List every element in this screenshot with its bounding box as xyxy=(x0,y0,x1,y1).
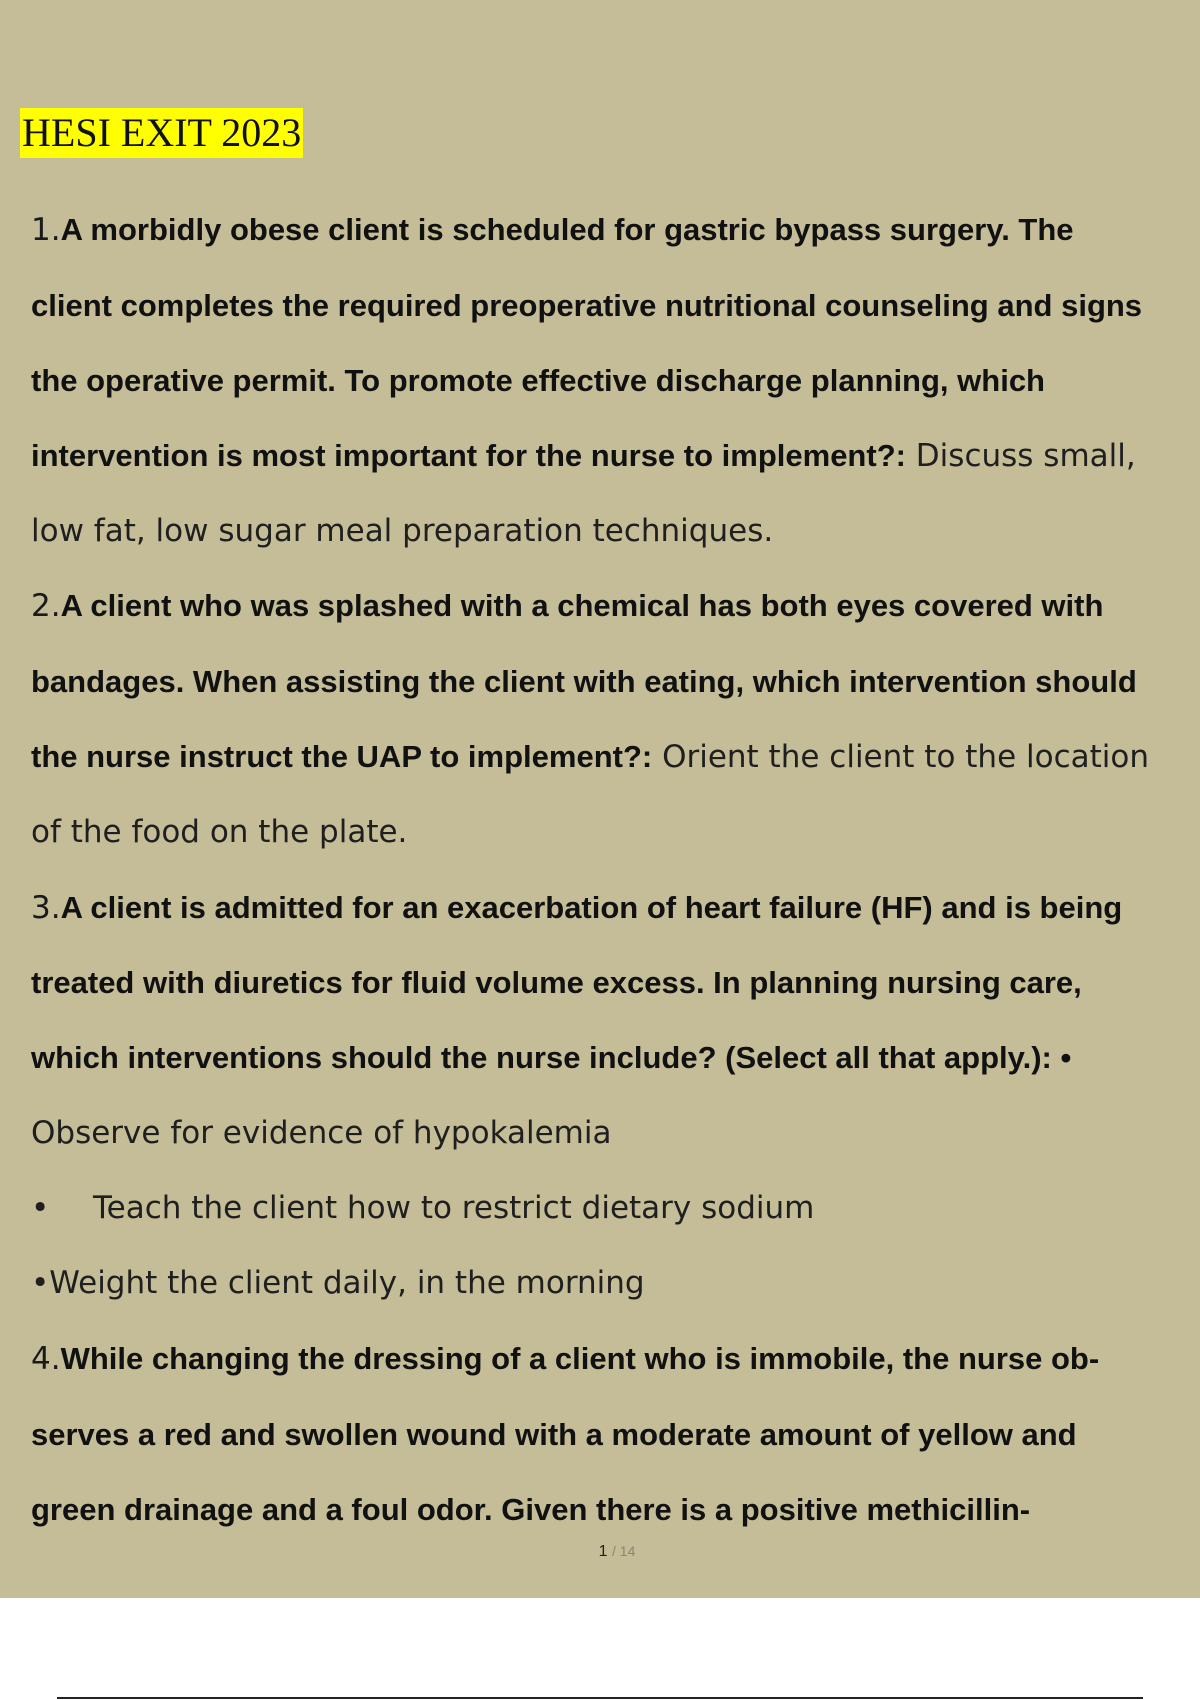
question-text: intervention is most important for the nurse to implement?: xyxy=(31,438,906,473)
question-number: 2. xyxy=(31,588,61,624)
question-4-line-1 xyxy=(31,1339,1099,1379)
question-2-line-3 xyxy=(31,737,1149,777)
question-text: A morbidly obese client is scheduled for gastric bypass surgery. The xyxy=(60,212,1074,247)
page-indicator xyxy=(0,1543,1200,1561)
question-4-line-2 xyxy=(31,1415,1077,1455)
question-1-line-2 xyxy=(31,286,1142,326)
question-text: While changing the dressing of a client who is immobile, the nurse ob- xyxy=(60,1341,1100,1376)
question-text: the nurse instruct the UAP to implement?: xyxy=(31,739,653,774)
question-number: 4. xyxy=(31,1341,61,1377)
answer-text: low fat, low sugar meal preparation techniques. xyxy=(31,513,774,549)
question-1-line-1 xyxy=(31,210,1074,250)
answer-text: Orient the client to the location xyxy=(652,739,1149,775)
question-3-line-1 xyxy=(31,888,1122,928)
question-number: 3. xyxy=(31,890,61,926)
question-3-line-6 xyxy=(31,1263,645,1303)
question-2-line-2 xyxy=(31,662,1137,702)
divider xyxy=(57,1697,1143,1699)
answer-text: Discuss small, xyxy=(905,438,1136,474)
total-pages: / 14 xyxy=(612,1543,636,1559)
question-text: which interventions should the nurse include? (Select all that apply.): • xyxy=(31,1040,1072,1075)
question-text: client completes the required preoperative nutritional counseling and signs xyxy=(31,288,1143,323)
bullet-marker: • xyxy=(31,1190,50,1226)
question-2-line-1 xyxy=(31,586,1103,626)
question-4-line-3 xyxy=(31,1490,1030,1530)
question-text: serves a red and swollen wound with a moderate amount of yellow and xyxy=(31,1417,1077,1452)
question-text: green drainage and a foul odor. Given there is a positive methicillin- xyxy=(31,1492,1031,1527)
question-text: bandages. When assisting the client with eating, which intervention should xyxy=(31,664,1137,699)
question-1-line-3 xyxy=(31,361,1045,401)
question-1-line-5 xyxy=(31,511,773,551)
question-text: A client is admitted for an exacerbation of heart failure (HF) and is being xyxy=(60,890,1123,925)
document-title: HESI EXIT 2023 xyxy=(20,108,303,158)
question-2-line-4 xyxy=(31,812,407,852)
question-text: treated with diuretics for fluid volume excess. In planning nursing care, xyxy=(31,965,1082,1000)
answer-text: •Weight the client daily, in the morning xyxy=(31,1265,645,1301)
current-page: 1 xyxy=(598,1543,608,1560)
answer-text: Observe for evidence of hypokalemia xyxy=(31,1115,612,1151)
question-3-line-2 xyxy=(31,963,1082,1003)
question-3-line-4 xyxy=(31,1113,611,1153)
question-number: 1. xyxy=(31,212,61,248)
answer-text: Teach the client how to restrict dietary sodium xyxy=(93,1190,815,1226)
question-text: the operative permit. To promote effective discharge planning, which xyxy=(31,363,1045,398)
question-1-line-4 xyxy=(31,436,1136,476)
question-text: A client who was splashed with a chemical has both eyes covered with xyxy=(60,588,1104,623)
question-3-line-3 xyxy=(31,1038,1071,1078)
answer-text: of the food on the plate. xyxy=(31,814,408,850)
question-3-line-5 xyxy=(31,1188,814,1228)
